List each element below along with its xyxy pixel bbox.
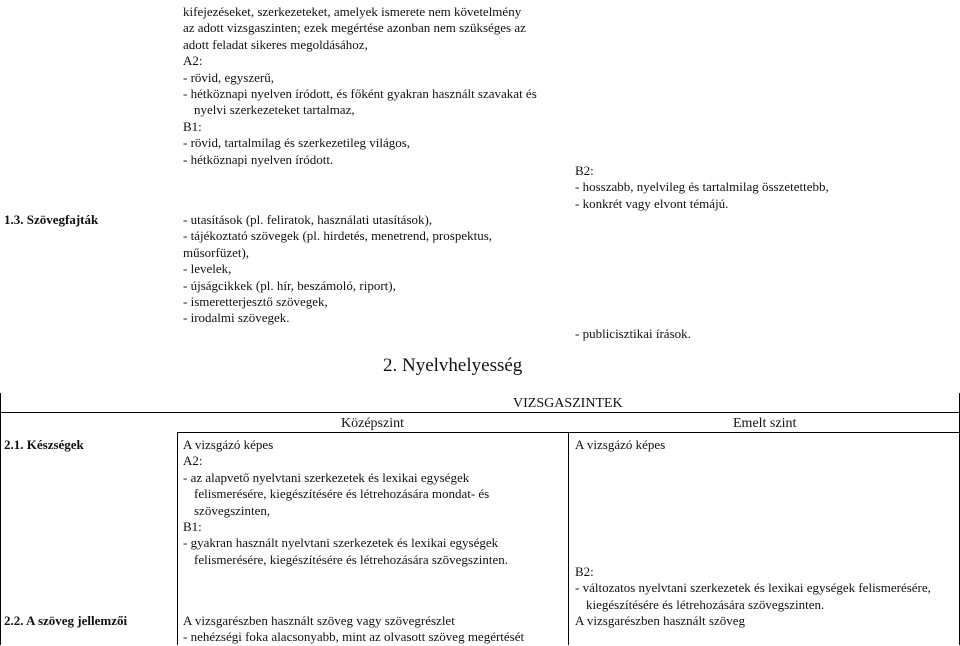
- section-label-szovegfajtak: 1.3. Szövegfajták: [4, 212, 99, 227]
- text-line: felismerésére, kiegészítésére és létrehozására szövegszinten.: [194, 551, 509, 567]
- table-col-emelt-szint: Emelt szint: [733, 416, 797, 431]
- text-line: - gyakran használt nyelvtani szerkezetek és lexikai egységek: [183, 535, 499, 551]
- text-line: - rövid, tartalmilag és szerkezetileg világos,: [183, 135, 411, 151]
- list-item: - levelek,: [183, 261, 232, 277]
- text-line: felismerésére, kiegészítésére és létrehozására mondat- és: [194, 486, 490, 502]
- list-item: - ismeretterjesztő szövegek,: [183, 294, 328, 310]
- row-label-keszsegek: 2.1. Készségek: [4, 437, 84, 452]
- section-szovegfajtak-list: [183, 212, 492, 327]
- text-line: B2:: [575, 564, 594, 579]
- text-line: - hosszabb, nyelvileg és tartalmilag összetettebb,: [575, 179, 829, 195]
- top-col1-text: [183, 4, 537, 168]
- row1-right-top: A vizsgázó képes: [575, 437, 666, 452]
- text-line: kifejezéseket, szerkezeteket, amelyek ismerete nem követelmény: [183, 4, 522, 19]
- text-line: B1:: [183, 118, 202, 134]
- top-b2-text: [575, 163, 829, 212]
- text-line: A2:: [183, 453, 203, 469]
- text-line: nyelvi szerkezeteket tartalmaz,: [194, 102, 355, 118]
- text-line: - rövid, egyszerű,: [183, 69, 274, 85]
- section-heading-nyelvhelyesseg: 2. Nyelvhelyesség: [383, 355, 523, 376]
- list-item: - újságcikkek (pl. hír, beszámoló, riport),: [183, 277, 396, 293]
- row2-mid-text: [183, 613, 524, 646]
- row2-right-top: A vizsgarészben használt szöveg: [575, 613, 746, 628]
- text-line: A vizsgarészben használt szöveg vagy szövegrészlet: [183, 613, 455, 628]
- row1-mid-text: [183, 437, 508, 568]
- text-line: A vizsgázó képes: [183, 437, 274, 452]
- list-item: - utasítások (pl. feliratok, használati utasítások),: [183, 212, 433, 227]
- text-line: az adott vizsgaszinten; ezek megértése azonban nem szükséges az: [183, 20, 526, 36]
- list-item: - tájékoztató szövegek (pl. hirdetés, menetrend, prospektus,: [183, 228, 493, 244]
- text-line: B2:: [575, 163, 594, 178]
- text-line: szövegszinten,: [194, 502, 271, 518]
- text-line: - konkrét vagy elvont témájú.: [575, 195, 729, 211]
- list-item: műsorfüzet),: [183, 244, 250, 260]
- row1-right-b2: [575, 564, 931, 613]
- table-title-vizsgaszintek: VIZSGASZINTEK: [513, 396, 623, 411]
- text-line: - változatos nyelvtani szerkezetek és lexikai egységek felismerésére,: [575, 580, 931, 596]
- text-line: - az alapvető nyelvtani szerkezetek és lexikai egységek: [183, 469, 470, 485]
- text-line: - hétköznapi nyelven íródott.: [183, 151, 334, 167]
- text-line: - nehézségi foka alacsonyabb, mint az olvasott szöveg megértését: [183, 629, 525, 645]
- right-extra-publicisztikai: - publicisztikai írások.: [575, 326, 691, 341]
- text-line: A2:: [183, 53, 203, 69]
- list-item: - irodalmi szövegek.: [183, 310, 290, 326]
- text-line: adott feladat sikeres megoldásához,: [183, 36, 368, 52]
- table-col-kozepszint: Középszint: [341, 416, 404, 431]
- text-line: - hétköznapi nyelven íródott, és főként gyakran használt szavakat és: [183, 86, 537, 102]
- text-line: B1:: [183, 519, 202, 535]
- text-line: kiegészítésére és létrehozására szövegszinten.: [586, 596, 825, 612]
- row-label-szoveg-jellemzoi: 2.2. A szöveg jellemzői: [4, 613, 128, 628]
